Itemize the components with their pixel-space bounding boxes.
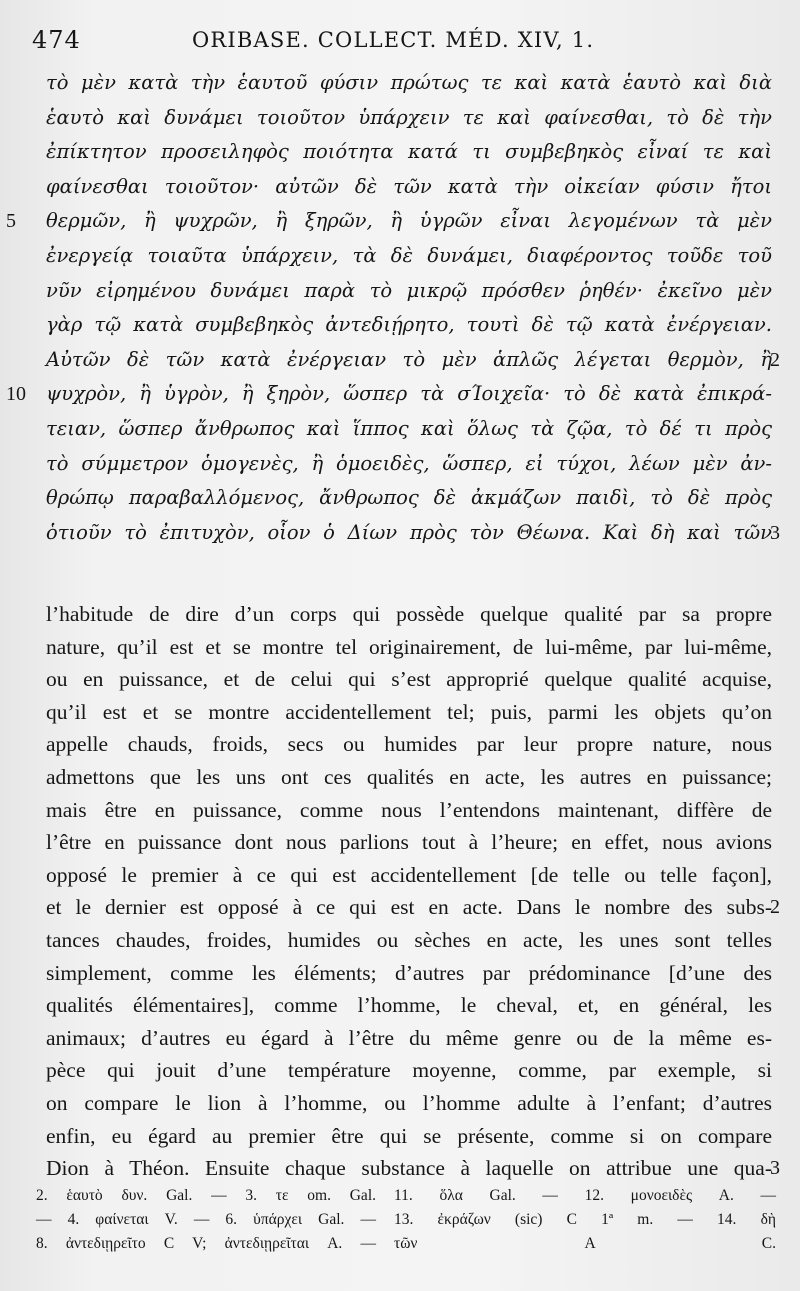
greek-line-text: ἑαυτὸ καὶ δυνάμει τοιοῦτον ὑπάρχειν τε καὶ φαίνεσθαι, τὸ δὲ τὴν (46, 105, 772, 129)
greek-line (46, 101, 772, 136)
footnotes (36, 1184, 776, 1256)
greek-line-text: ψυχρὸν, ἢ ὑγρὸν, ἢ ξηρὸν, ὥσπερ τὰ σΊοιχεῖα· τὸ δὲ κατὰ ἐπικρά- (46, 382, 772, 406)
greek-line (46, 447, 772, 482)
french-line (46, 891, 780, 924)
french-line-text: nature, qu’il est et se montre tel originairement, de lui-même, par lui-même, (46, 634, 772, 659)
french-line-text: simplement, comme les éléments; d’autres par prédominance [d’une des (46, 960, 772, 985)
margin-section-number: 2 (770, 348, 780, 371)
french-line (46, 631, 772, 664)
greek-line (46, 170, 772, 205)
footnote-row (36, 1232, 776, 1256)
french-line (46, 1152, 780, 1185)
french-line (46, 1054, 772, 1087)
french-line-text: admettons que les uns ont ces qualités en acte, les autres en puissance; (46, 764, 772, 789)
french-line (46, 696, 772, 729)
greek-line-text: ἐπίκτητον προσειληφὸς ποιότητα κατά τι συμβεβηκὸς εἶναί τε καὶ (46, 140, 772, 164)
greek-line (46, 412, 772, 447)
french-line-text: opposé le premier à ce qui est accidentellement [de telle ou telle façon], (46, 862, 772, 887)
french-line (46, 663, 772, 696)
footnote-row (36, 1184, 776, 1208)
french-line-text: l’habitude de dire d’un corps qui possède quelque qualité par sa propre (46, 602, 772, 626)
french-line (46, 1022, 772, 1055)
greek-line-text: γὰρ τῷ κατὰ συμβεβηκὸς ἀντεδιῄρητο, τουτὶ δὲ τῷ κατὰ ἐνέργειαν. (46, 313, 772, 337)
running-title: ORIBASE. COLLECT. MÉD. XIV, 1. (192, 28, 595, 52)
french-line (46, 1087, 772, 1120)
french-line-text: appelle chauds, froids, secs ou humides par leur propre nature, nous (46, 732, 772, 757)
greek-line (46, 481, 772, 516)
margin-section-number: 3 (770, 1157, 780, 1180)
footnote-row (36, 1208, 776, 1232)
greek-line (46, 66, 772, 101)
greek-text-block (6, 66, 780, 550)
french-line (46, 924, 772, 957)
french-line (46, 728, 772, 761)
greek-line-text: φαίνεσθαι τοιοῦτον· αὐτῶν δὲ τῶν κατὰ τὴν οἰκείαν φύσιν ἤτοι (46, 174, 772, 198)
greek-line (6, 377, 772, 412)
page-header (32, 26, 772, 60)
greek-line (46, 274, 772, 309)
greek-line-text: θρώπῳ παραβαλλόμενος, ἄνθρωπος δὲ ἀκμάζων παιδὶ, τὸ δὲ πρὸς (46, 486, 772, 510)
french-line-text: qu’il est et se montre accidentellement tel; puis, parmi les objets qu’on (46, 699, 772, 724)
footnote-left: 8. ἀντεδιῃρεῖτο C V; ἀντεδιῃρεῖται A. — (36, 1235, 376, 1252)
french-line-text: on compare le lion à l’homme, ou l’homme adulte à l’enfant; d’autres (46, 1090, 772, 1115)
line-number: 5 (6, 210, 16, 233)
french-line-text: enfin, eu égard au premier être qui se présente, comme si on compare (46, 1123, 772, 1148)
greek-line (46, 308, 772, 343)
greek-line (46, 343, 780, 378)
margin-section-number: 2 (770, 896, 780, 919)
french-line (46, 761, 772, 794)
page-number: 474 (32, 26, 81, 54)
french-line (46, 598, 772, 631)
french-line-text: ou en puissance, et de celui qui s’est approprié quelque qualité acquise, (46, 667, 772, 692)
greek-line (46, 135, 772, 170)
greek-line-text: νῦν εἰρημένου δυνάμει παρὰ τὸ μικρῷ πρόσθεν ῥηθέν· ἐκεῖνο μὲν (46, 278, 772, 302)
greek-line-text: Αὐτῶν δὲ τῶν κατὰ ἐνέργειαν τὸ μὲν ἁπλῶς λέγεται θερμὸν, ἢ (46, 347, 772, 371)
greek-line-text: ἐνεργείᾳ τοιαῦτα ὑπάρχειν, τὰ δὲ δυνάμει, διαφέροντος τοῦδε τοῦ (46, 243, 772, 267)
french-line-text: pèce qui jouit d’une température moyenne, comme, par exemple, si (46, 1058, 772, 1083)
french-line-text: et le dernier est opposé à ce qui est en acte. Dans le nombre des subs- (46, 895, 772, 920)
greek-line (46, 516, 780, 551)
french-translation-block (46, 598, 780, 1185)
french-line (46, 859, 772, 892)
french-line-text: mais être en puissance, comme nous l’entendons maintenant, diffère de (46, 797, 772, 822)
french-line (46, 1120, 772, 1153)
greek-line-text: θερμῶν, ἢ ψυχρῶν, ἢ ξηρῶν, ἢ ὑγρῶν εἶναι λεγομένων τὰ μὲν (46, 209, 772, 233)
footnote-left: — 4. φαίνεται V. — 6. ὑπάρχει Gal. — (36, 1211, 376, 1228)
footnote-right: 11. ὅλα Gal. — 12. μονοειδὲς A. — (394, 1187, 776, 1204)
greek-line-text: τὸ σύμμετρον ὁμογενὲς, ἢ ὁμοειδὲς, ὥσπερ, εἰ τύχοι, λέων μὲν ἀν- (46, 451, 772, 475)
french-line-text: animaux; d’autres eu égard à l’être du même genre ou de la même es- (46, 1025, 772, 1050)
greek-line (46, 239, 772, 274)
french-line (46, 989, 772, 1022)
french-line (46, 794, 772, 827)
french-line-text: qualités élémentaires], comme l’homme, le cheval, et, en général, les (46, 993, 772, 1018)
greek-line-text: τὸ μὲν κατὰ τὴν ἑαυτοῦ φύσιν πρώτως τε καὶ κατὰ ἑαυτὸ καὶ διὰ (46, 71, 772, 94)
french-line-text: l’être en puissance dont nous parlions tout à l’heure; en effet, nous avions (46, 830, 772, 855)
footnote-right: τῶν A C. (394, 1235, 776, 1252)
french-line (46, 957, 772, 990)
footnote-right: 13. ἐκράζων (sic) C 1ª m. — 14. δὴ (394, 1211, 776, 1228)
french-line-text: Dion à Théon. Ensuite chaque substance à laquelle on attribue une qua- (46, 1156, 772, 1181)
line-number: 10 (6, 383, 26, 406)
french-line-text: tances chaudes, froides, humides ou sèches en acte, les unes sont telles (46, 927, 772, 952)
greek-line (6, 204, 772, 239)
footnote-left: 2. ἑαυτὸ δυν. Gal. — 3. τε om. Gal. (36, 1187, 376, 1204)
french-line (46, 826, 772, 859)
greek-line-text: τειαν, ὥσπερ ἄνθρωπος καὶ ἵππος καὶ ὅλως τὰ ζῷα, τὸ δέ τι πρὸς (46, 416, 772, 440)
margin-section-number: 3 (770, 521, 780, 544)
greek-line-text: ὁτιοῦν τὸ ἐπιτυχὸν, οἷον ὁ Δίων πρὸς τὸν Θέωνα. Καὶ δὴ καὶ τῶν (46, 520, 772, 544)
